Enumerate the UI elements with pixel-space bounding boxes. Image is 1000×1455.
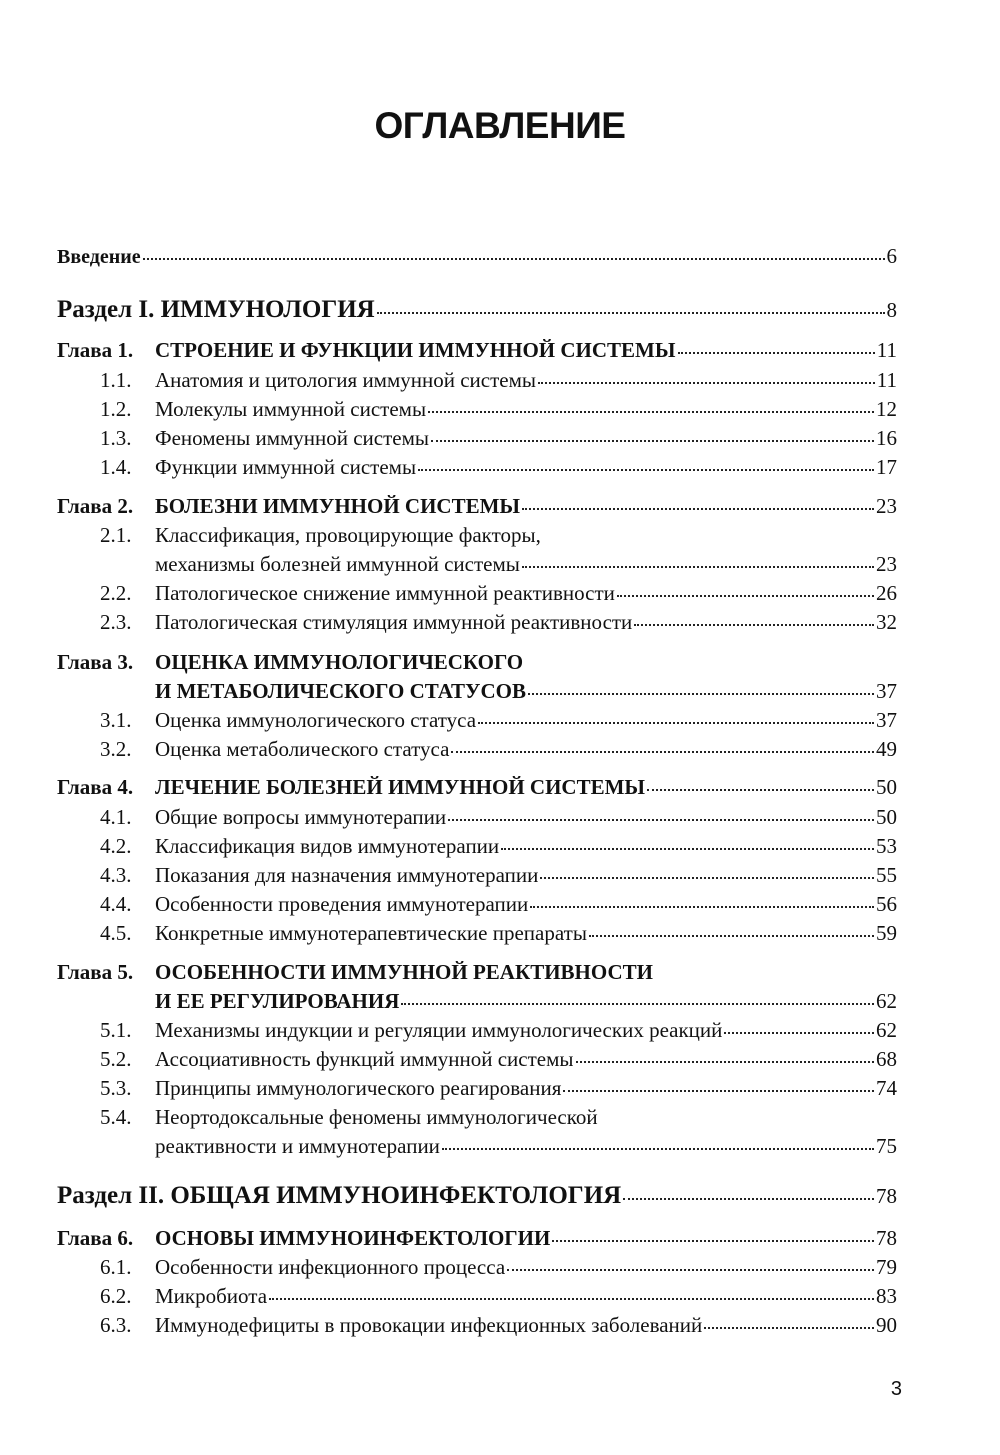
toc-section-5-1[interactable] <box>100 1018 897 1043</box>
dot-leader <box>563 1090 874 1092</box>
chapter-number: Глава 1. <box>57 338 134 362</box>
section-title: Микробиота <box>155 1284 268 1308</box>
toc-section-4-5[interactable] <box>100 921 897 946</box>
section-number: 3.1. <box>100 708 132 732</box>
section-number: 4.1. <box>100 805 132 829</box>
toc-page: 23 <box>876 552 897 576</box>
toc-chapter-4[interactable] <box>57 775 897 800</box>
section-title: Иммунодефициты в провокации инфекционных заболеваний <box>155 1313 703 1337</box>
section-title: Классификация, провоцирующие факторы, <box>155 523 541 547</box>
section-number: 3.2. <box>100 737 132 761</box>
page-title: ОГЛАВЛЕНИЕ <box>374 105 626 146</box>
toc-chapter-2[interactable] <box>57 494 897 519</box>
dot-leader <box>634 624 874 626</box>
dot-leader <box>552 1240 874 1242</box>
toc-section-2-1-line1[interactable] <box>100 523 541 548</box>
toc-page: 49 <box>876 737 897 761</box>
dot-leader <box>507 1269 874 1271</box>
toc-chapter-6[interactable] <box>57 1226 897 1251</box>
toc-page: 55 <box>876 863 897 887</box>
chapter-title: ОСНОВЫ ИММУНОИНФЕКТОЛОГИИ <box>155 1226 551 1250</box>
section-title: Функции иммунной системы <box>155 455 417 479</box>
toc-chapter-3-line2[interactable] <box>155 679 897 704</box>
dot-leader <box>724 1032 874 1034</box>
section-title: Показания для назначения иммунотерапии <box>155 863 539 887</box>
toc-page: 56 <box>876 892 897 916</box>
dot-leader <box>143 258 885 260</box>
toc-chapter-3-line1[interactable] <box>57 650 523 675</box>
chapter-number: Глава 2. <box>57 494 134 518</box>
toc-section-4-1[interactable] <box>100 805 897 830</box>
toc-page: 78 <box>876 1226 897 1250</box>
toc-page: 37 <box>876 679 897 703</box>
toc-part-1[interactable] <box>57 296 897 324</box>
dot-leader <box>269 1298 874 1300</box>
chapter-number: Глава 6. <box>57 1226 134 1250</box>
section-title: Конкретные иммунотерапевтические препараты <box>155 921 587 945</box>
toc-page: 11 <box>876 338 897 362</box>
dot-leader <box>401 1003 874 1005</box>
dot-leader <box>678 352 875 354</box>
toc-section-5-4-line2[interactable] <box>155 1134 897 1159</box>
dot-leader <box>418 469 874 471</box>
toc-section-3-2[interactable] <box>100 737 897 762</box>
section-number: 5.2. <box>100 1047 132 1071</box>
section-title: Классификация видов иммунотерапии <box>155 834 500 858</box>
toc-section-2-2[interactable] <box>100 581 897 606</box>
dot-leader <box>428 411 874 413</box>
dot-leader <box>377 312 885 314</box>
chapter-title-continued: И МЕТАБОЛИЧЕСКОГО СТАТУСОВ <box>155 679 526 703</box>
chapter-title: БОЛЕЗНИ ИММУННОЙ СИСТЕМЫ <box>155 494 521 518</box>
dot-leader <box>451 751 874 753</box>
toc-section-5-3[interactable] <box>100 1076 897 1101</box>
toc-page: 12 <box>876 397 897 421</box>
chapter-title: ЛЕЧЕНИЕ БОЛЕЗНЕЙ ИММУННОЙ СИСТЕМЫ <box>155 775 646 799</box>
section-number: 1.2. <box>100 397 132 421</box>
toc-section-1-2[interactable] <box>100 397 897 422</box>
section-title: Оценка метаболического статуса <box>155 737 450 761</box>
section-number: 6.1. <box>100 1255 132 1279</box>
section-title: Феномены иммунной системы <box>155 426 430 450</box>
dot-leader <box>647 789 874 791</box>
dot-leader <box>576 1061 874 1063</box>
dot-leader <box>617 595 874 597</box>
toc-section-2-3[interactable] <box>100 610 897 635</box>
toc-page: 62 <box>876 1018 897 1042</box>
dot-leader <box>522 566 874 568</box>
dot-leader <box>589 935 874 937</box>
section-number: 1.1. <box>100 368 132 392</box>
dot-leader <box>528 693 874 695</box>
section-number: 5.1. <box>100 1018 132 1042</box>
section-number: 5.3. <box>100 1076 132 1100</box>
section-title: Оценка иммунологического статуса <box>155 708 477 732</box>
toc-page: 74 <box>876 1076 897 1100</box>
section-number: 5.4. <box>100 1105 132 1129</box>
page-number: 3 <box>890 1378 902 1400</box>
section-number: 2.1. <box>100 523 132 547</box>
toc-section-4-2[interactable] <box>100 834 897 859</box>
toc-page: 75 <box>876 1134 897 1158</box>
toc-section-3-1[interactable] <box>100 708 897 733</box>
dot-leader <box>540 877 874 879</box>
section-title: Особенности инфекционного процесса <box>155 1255 506 1279</box>
toc-section-4-4[interactable] <box>100 892 897 917</box>
section-number: 4.5. <box>100 921 132 945</box>
toc-page: 79 <box>876 1255 897 1279</box>
chapter-title: ОСОБЕННОСТИ ИММУННОЙ РЕАКТИВНОСТИ <box>155 960 653 984</box>
dot-leader <box>442 1148 874 1150</box>
toc-page: 16 <box>876 426 897 450</box>
toc-page: 59 <box>876 921 897 945</box>
toc-part-2[interactable] <box>57 1182 897 1210</box>
toc-page: 37 <box>876 708 897 732</box>
toc-section-5-4-line1[interactable] <box>100 1105 598 1130</box>
section-title-continued: механизмы болезней иммунной системы <box>155 552 520 576</box>
toc-page: 68 <box>876 1047 897 1071</box>
section-title-continued: реактивности и иммунотерапии <box>155 1134 440 1158</box>
section-number: 4.4. <box>100 892 132 916</box>
toc-page: 78 <box>876 1184 897 1208</box>
chapter-number: Глава 5. <box>57 960 134 984</box>
toc-section-1-4[interactable] <box>100 455 897 480</box>
toc-section-6-2[interactable] <box>100 1284 897 1309</box>
section-number: 2.2. <box>100 581 132 605</box>
dot-leader <box>704 1327 874 1329</box>
toc-page: 17 <box>876 455 897 479</box>
toc-page: 53 <box>876 834 897 858</box>
chapter-title: СТРОЕНИЕ И ФУНКЦИИ ИММУННОЙ СИСТЕМЫ <box>155 338 676 362</box>
toc-part-label: Раздел I. ИММУНОЛОГИЯ <box>57 296 375 323</box>
section-number: 4.3. <box>100 863 132 887</box>
section-number: 1.3. <box>100 426 132 450</box>
section-number: 1.4. <box>100 455 132 479</box>
toc-chapter-1[interactable] <box>57 338 897 363</box>
toc-section-1-1[interactable] <box>100 368 897 393</box>
dot-leader <box>448 819 874 821</box>
section-title: Патологическая стимуляция иммунной реактивности <box>155 610 633 634</box>
toc-section-5-2[interactable] <box>100 1047 897 1072</box>
toc-page: 26 <box>876 581 897 605</box>
dot-leader <box>478 722 874 724</box>
dot-leader <box>431 440 874 442</box>
toc-page: 8 <box>886 298 897 322</box>
toc-section-6-3[interactable] <box>100 1313 897 1338</box>
section-number: 4.2. <box>100 834 132 858</box>
section-title: Механизмы индукции и регуляции иммунологических реакций <box>155 1018 723 1042</box>
toc-page: 23 <box>876 494 897 518</box>
section-number: 2.3. <box>100 610 132 634</box>
section-title: Особенности проведения иммунотерапии <box>155 892 529 916</box>
section-title: Общие вопросы иммунотерапии <box>155 805 447 829</box>
toc-page: 50 <box>876 775 897 799</box>
toc-section-4-3[interactable] <box>100 863 897 888</box>
chapter-number: Глава 3. <box>57 650 134 674</box>
toc-section-6-1[interactable] <box>100 1255 897 1280</box>
dot-leader <box>522 508 874 510</box>
toc-page: 62 <box>876 989 897 1013</box>
toc-page: 50 <box>876 805 897 829</box>
chapter-title: ОЦЕНКА ИММУНОЛОГИЧЕСКОГО <box>155 650 524 674</box>
section-title: Неортодоксальные феномены иммунологической <box>155 1105 598 1129</box>
chapter-number: Глава 4. <box>57 775 134 799</box>
section-title: Молекулы иммунной системы <box>155 397 427 421</box>
toc-section-1-3[interactable] <box>100 426 897 451</box>
toc-page: 6 <box>886 244 897 268</box>
section-number: 6.3. <box>100 1313 132 1337</box>
dot-leader <box>538 382 875 384</box>
dot-leader <box>623 1198 874 1200</box>
dot-leader <box>530 906 874 908</box>
toc-section-2-1-line2[interactable] <box>155 552 897 577</box>
section-title: Ассоциативность функций иммунной системы <box>155 1047 574 1071</box>
dot-leader <box>501 848 874 850</box>
toc-chapter-5-line1[interactable] <box>57 960 653 985</box>
toc-page: 11 <box>876 368 897 392</box>
toc-page: 90 <box>876 1313 897 1337</box>
chapter-title-continued: И ЕЕ РЕГУЛИРОВАНИЯ <box>155 989 400 1013</box>
section-number: 6.2. <box>100 1284 132 1308</box>
section-title: Патологическое снижение иммунной реактивности <box>155 581 615 605</box>
toc-intro[interactable] <box>57 244 897 269</box>
toc-page: 83 <box>876 1284 897 1308</box>
toc-part-label: Раздел II. ОБЩАЯ ИММУНОИНФЕКТОЛОГИЯ <box>57 1182 622 1209</box>
section-title: Анатомия и цитология иммунной системы <box>155 368 537 392</box>
toc-intro-label: Введение <box>57 246 141 268</box>
section-title: Принципы иммунологического реагирования <box>155 1076 562 1100</box>
toc-chapter-5-line2[interactable] <box>155 989 897 1014</box>
toc-page: 32 <box>876 610 897 634</box>
